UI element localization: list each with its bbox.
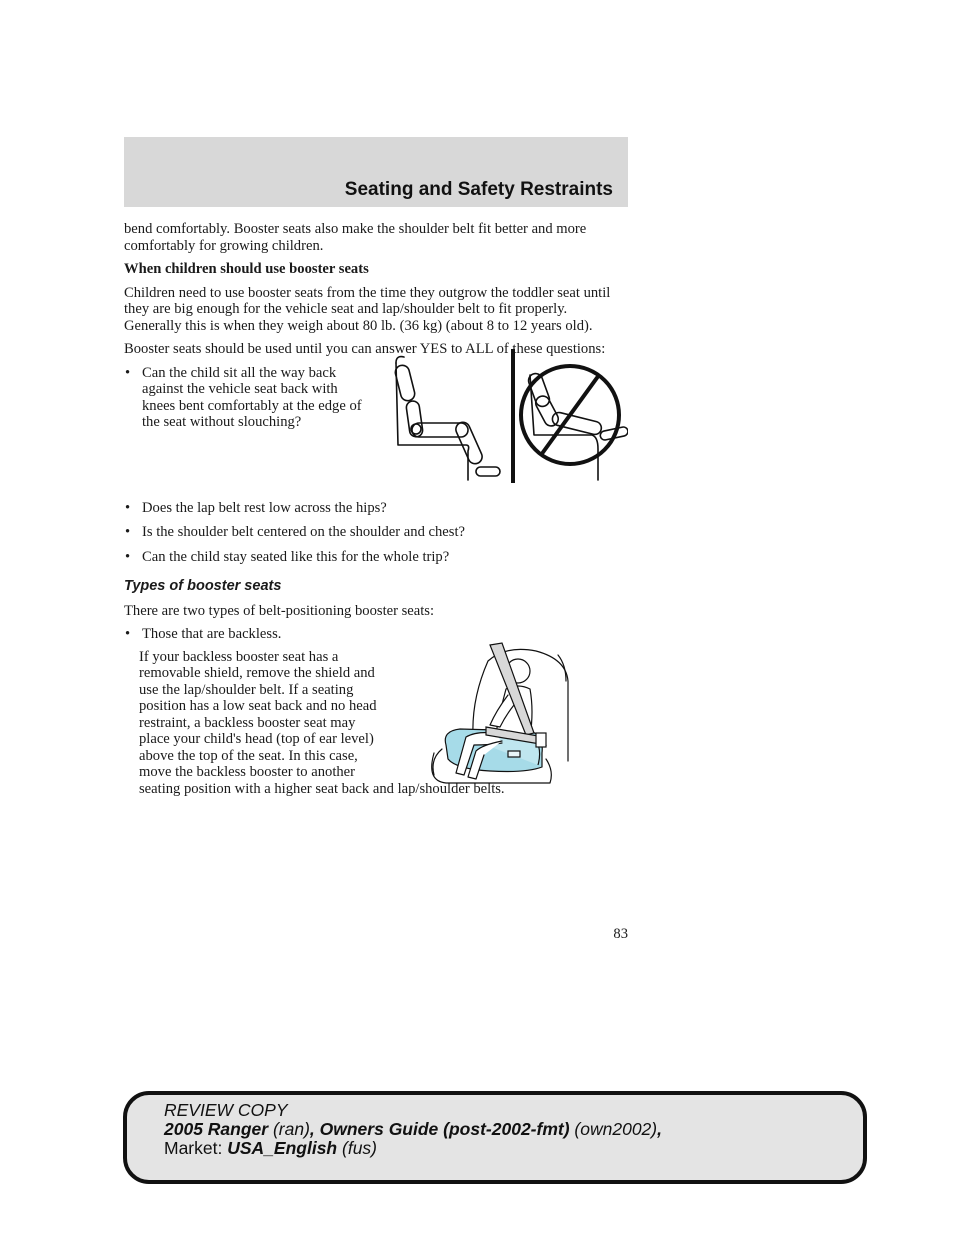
question-text: Is the shoulder belt centered on the shoulder and chest? — [142, 524, 465, 540]
backless-booster-illustration — [426, 641, 576, 791]
section-header-band — [124, 137, 628, 207]
footer-comma: , — [657, 1119, 662, 1139]
bullet-dot: • — [125, 364, 131, 381]
question-text: Can the child stay seated like this for the whole trip? — [142, 548, 450, 565]
footer-guide: , Owners Guide (post-2002-fmt) — [309, 1119, 570, 1139]
bullet-dot: • — [125, 499, 131, 516]
seating-posture-illustration — [392, 345, 628, 485]
type-text: Those that are backless. — [142, 626, 282, 642]
review-copy-footer — [123, 1091, 867, 1184]
bullet-dot: • — [125, 524, 131, 540]
when-heading: When children should use booster seats — [124, 261, 369, 277]
question-text: Does the lap belt rest low across the hips? — [142, 499, 387, 516]
footer-review-copy: REVIEW COPY — [164, 1100, 288, 1120]
footer-text — [164, 1101, 662, 1158]
question-item — [124, 549, 628, 566]
page-content — [124, 221, 628, 797]
footer-guide-code: (own2002) — [574, 1119, 658, 1139]
section-title: Seating and Safety Restraints — [344, 179, 613, 200]
bullet-dot: • — [125, 626, 131, 642]
footer-model-code: (ran) — [272, 1119, 310, 1139]
footer-guide-line — [164, 1120, 662, 1139]
no-symbol-icon — [521, 366, 619, 464]
question-item — [124, 524, 628, 541]
footer-market-code: (fus) — [342, 1138, 377, 1158]
types-intro: There are two types of belt-positioning booster seats: — [124, 602, 435, 619]
question-text: Can the child sit all the way back against the vehicle seat back with knees bent comfortably at the edge of the seat without slouching? — [142, 364, 362, 430]
backless-paragraph: If your backless booster seat has a removable shield, remove the shield and use the lap/shoulder belt. If a seating position has a low seat back and no head restraint, a backless booster seat may place your child's head (top of ear level) above the top of the seat. In this case, move the backless booster to another — [139, 648, 377, 780]
backless-section — [124, 649, 628, 798]
types-heading: Types of booster seats — [124, 578, 282, 594]
question-1-row — [124, 365, 628, 498]
footer-market-line — [164, 1139, 662, 1158]
footer-market-label: Market: — [164, 1138, 223, 1158]
backless-paragraph-tail: seating position with a higher seat back and lap/shoulder belts. — [139, 780, 505, 797]
footer-model: 2005 Ranger — [164, 1119, 269, 1139]
bullet-dot: • — [125, 548, 131, 565]
question-item — [124, 365, 374, 431]
page-number: 83 — [613, 926, 628, 942]
when-paragraph-2: Booster seats should be used until you can answer YES to ALL of these questions: — [124, 341, 606, 357]
footer-market: USA_English — [227, 1138, 338, 1158]
question-item — [124, 500, 628, 517]
intro-paragraph: bend comfortably. Booster seats also make the shoulder belt fit better and more comfortably for growing children. — [124, 221, 587, 254]
when-paragraph-1: Children need to use booster seats from the time they outgrow the toddler seat until they are big enough for the vehicle seat and lap/shoulder belt to fit properly. Generally this is when they weigh about 80 lb. (36 kg) (about 8 to 12 years old). — [124, 284, 611, 334]
